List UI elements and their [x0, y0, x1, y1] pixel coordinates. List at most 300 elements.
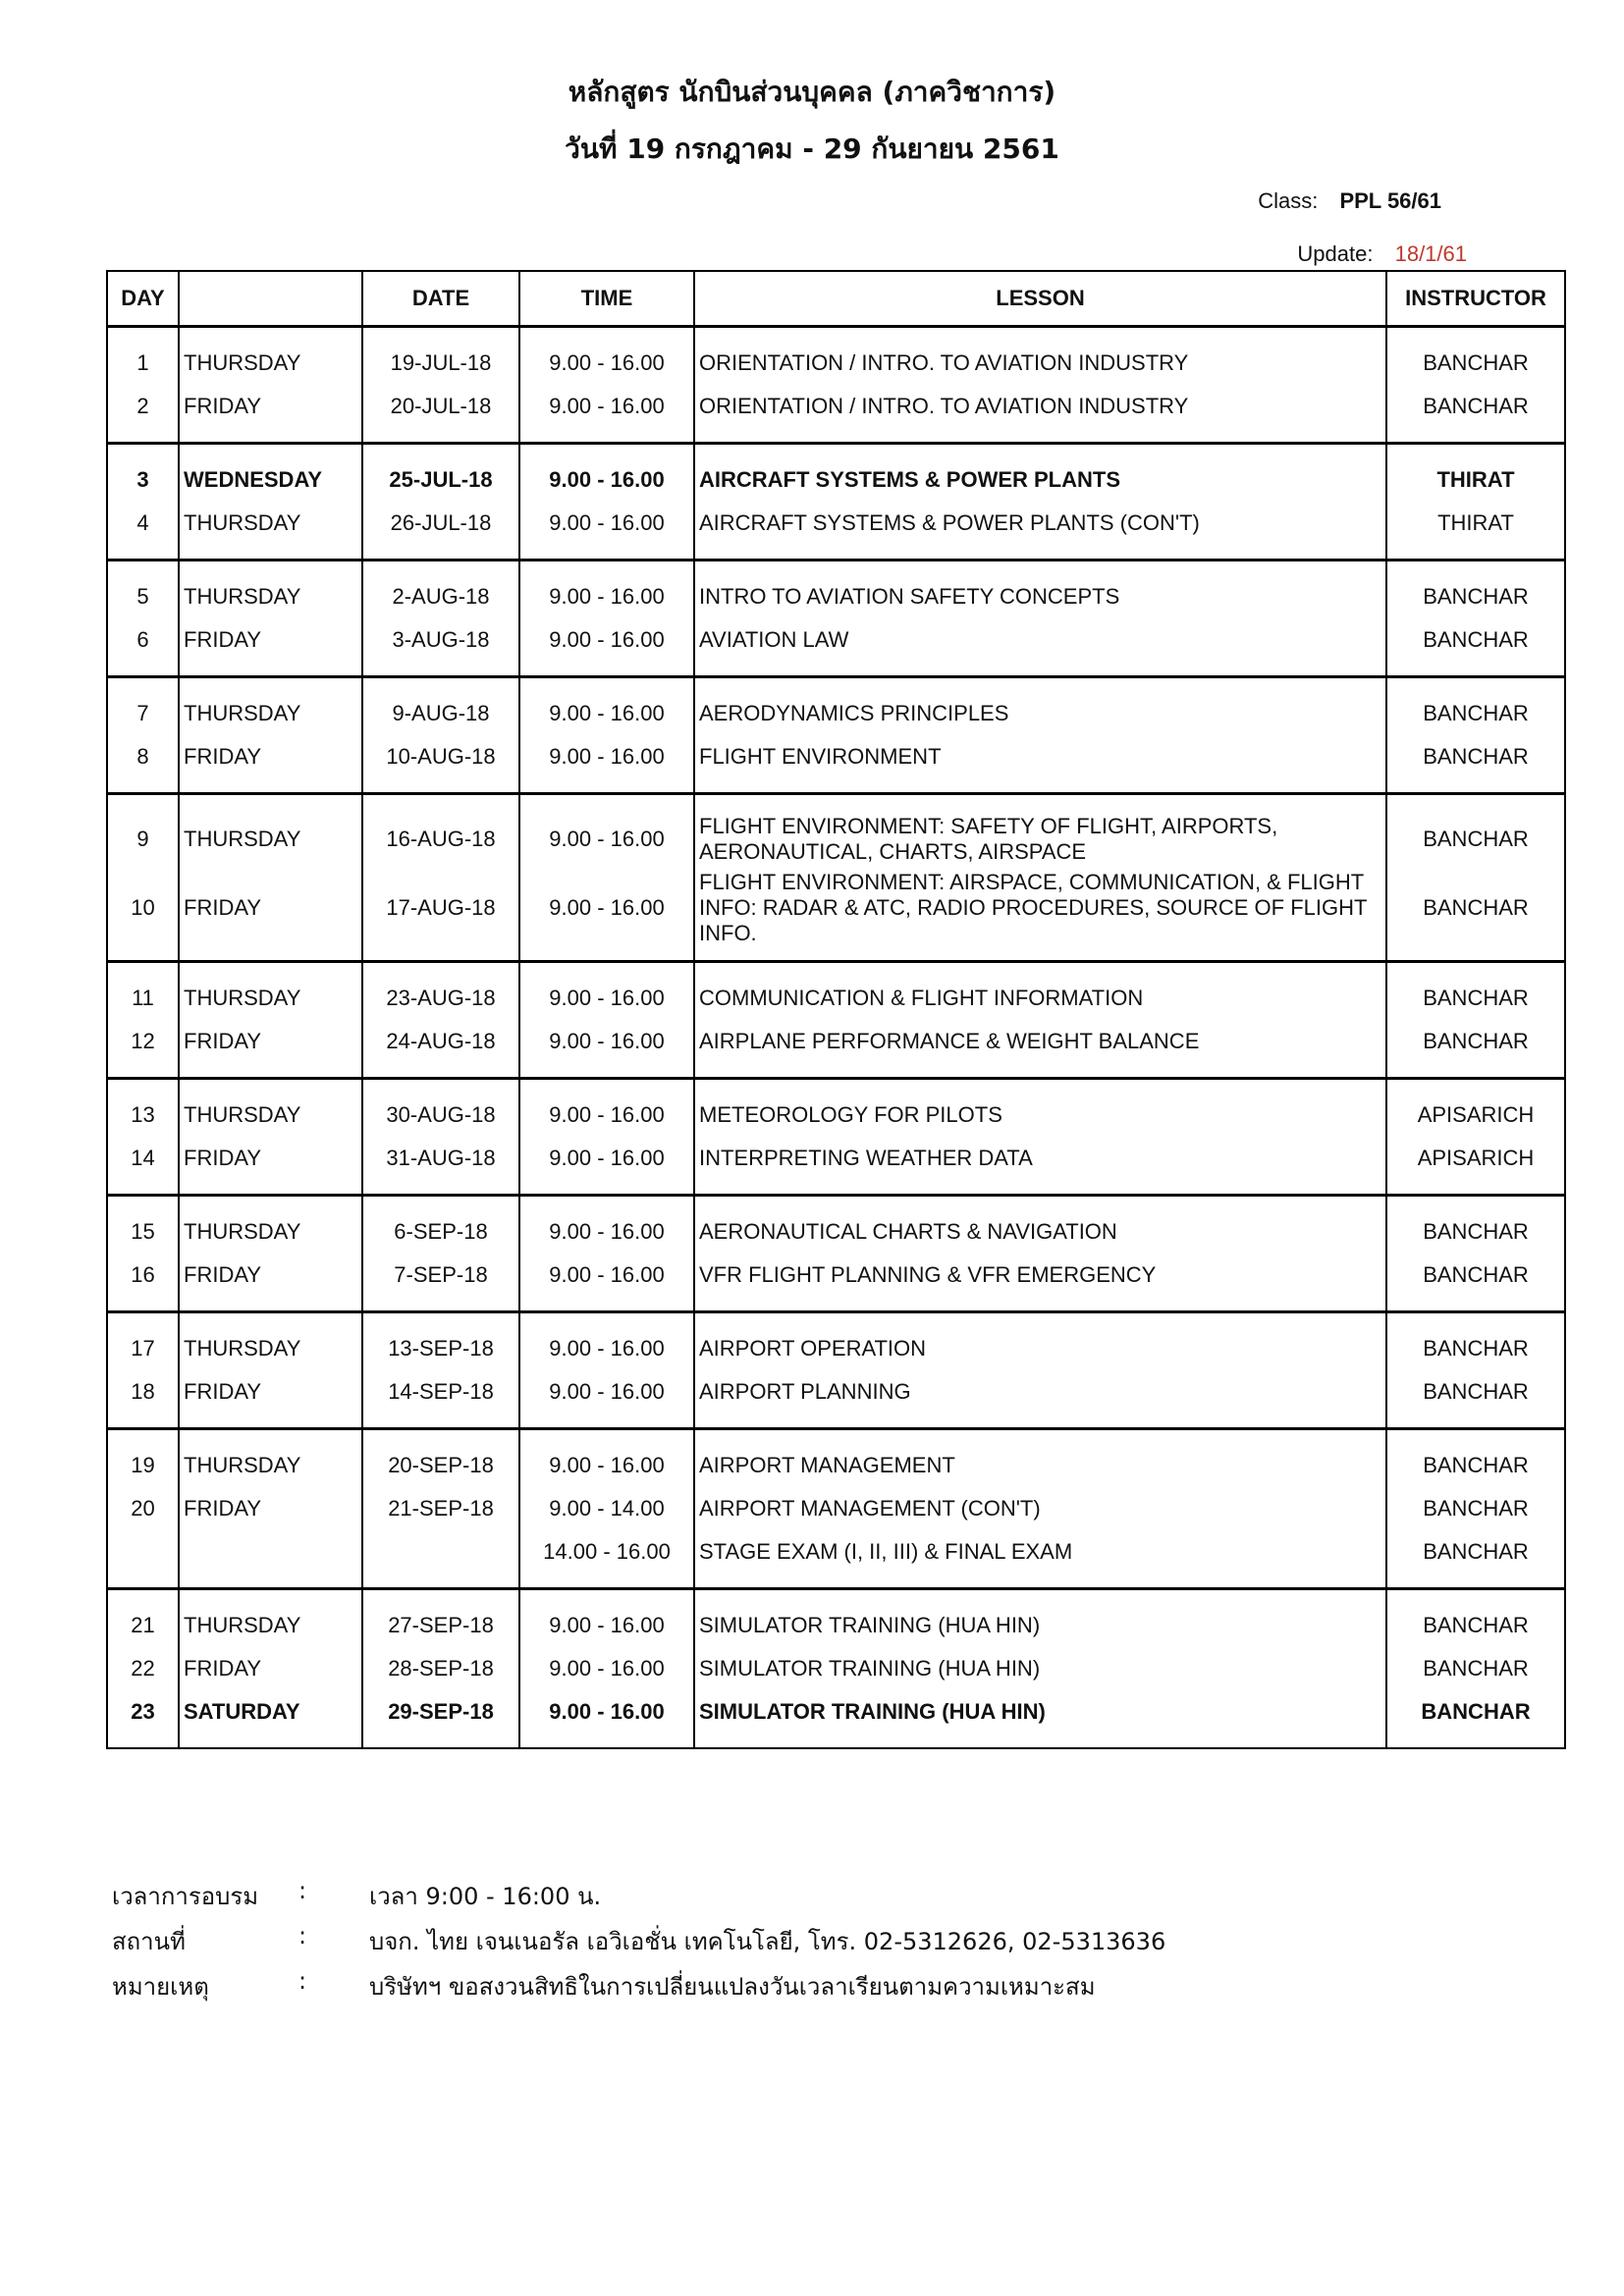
- row-weekday: FRIDAY: [179, 735, 362, 778]
- spacer-cell: [1386, 1429, 1565, 1445]
- spacer-cell: [694, 677, 1386, 693]
- spacer-cell: [179, 677, 362, 693]
- row-lesson: AIRPORT MANAGEMENT (CON'T): [694, 1487, 1386, 1530]
- row-date: 30-AUG-18: [362, 1094, 519, 1137]
- row-day-number: 11: [107, 977, 179, 1020]
- footer-key: สถานที่: [112, 1928, 186, 1955]
- column-header-day: DAY: [107, 271, 179, 327]
- row-lesson: AERODYNAMICS PRINCIPLES: [694, 692, 1386, 735]
- spacer-cell: [694, 1734, 1386, 1748]
- spacer-cell: [179, 962, 362, 978]
- spacer-cell: [519, 545, 694, 561]
- row-time: 9.00 - 16.00: [519, 735, 694, 778]
- row-day-number: 13: [107, 1094, 179, 1137]
- spacer-cell: [519, 1414, 694, 1429]
- table-row: [107, 735, 1565, 778]
- row-weekday: FRIDAY: [179, 1254, 362, 1297]
- spacer-cell: [107, 1589, 179, 1605]
- spacer-cell: [107, 962, 179, 978]
- week-group: [107, 1589, 1565, 1749]
- row-day-number: 4: [107, 502, 179, 545]
- footer-colon: :: [298, 1967, 307, 1995]
- group-spacer: [107, 946, 1565, 962]
- row-time: 9.00 - 16.00: [519, 1094, 694, 1137]
- spacer-cell: [362, 1574, 519, 1589]
- week-group: [107, 444, 1565, 561]
- spacer-cell: [1386, 444, 1565, 459]
- group-spacer: [107, 1574, 1565, 1589]
- spacer-cell: [362, 946, 519, 962]
- row-day-number: 22: [107, 1647, 179, 1690]
- spacer-cell: [107, 1429, 179, 1445]
- row-lesson: SIMULATOR TRAINING (HUA HIN): [694, 1647, 1386, 1690]
- row-lesson: AIRCRAFT SYSTEMS & POWER PLANTS: [694, 458, 1386, 502]
- group-spacer: [107, 444, 1565, 459]
- spacer-cell: [1386, 946, 1565, 962]
- spacer-cell: [362, 662, 519, 677]
- row-weekday: THURSDAY: [179, 1444, 362, 1487]
- group-spacer: [107, 1079, 1565, 1095]
- spacer-cell: [362, 561, 519, 576]
- spacer-cell: [107, 946, 179, 962]
- row-lesson: ORIENTATION / INTRO. TO AVIATION INDUSTRY: [694, 385, 1386, 428]
- spacer-cell: [1386, 677, 1565, 693]
- group-spacer: [107, 1196, 1565, 1211]
- week-group: [107, 1312, 1565, 1429]
- row-weekday: FRIDAY: [179, 870, 362, 946]
- spacer-cell: [519, 677, 694, 693]
- footer-colon: :: [298, 1922, 307, 1949]
- row-day-number: 23: [107, 1690, 179, 1734]
- spacer-cell: [107, 1079, 179, 1095]
- spacer-cell: [519, 1589, 694, 1605]
- row-date: 2-AUG-18: [362, 575, 519, 618]
- table-row: [107, 1690, 1565, 1734]
- group-spacer: [107, 1414, 1565, 1429]
- row-instructor: BANCHAR: [1386, 1530, 1565, 1574]
- spacer-cell: [362, 1429, 519, 1445]
- group-spacer: [107, 794, 1565, 810]
- group-spacer: [107, 1297, 1565, 1312]
- schedule-table: [106, 270, 1566, 1749]
- group-spacer: [107, 662, 1565, 677]
- row-lesson: SIMULATOR TRAINING (HUA HIN): [694, 1690, 1386, 1734]
- row-weekday: THURSDAY: [179, 502, 362, 545]
- row-date: 20-JUL-18: [362, 385, 519, 428]
- row-date: 7-SEP-18: [362, 1254, 519, 1297]
- spacer-cell: [179, 1063, 362, 1079]
- spacer-cell: [362, 428, 519, 444]
- spacer-cell: [107, 794, 179, 810]
- row-time: 9.00 - 14.00: [519, 1487, 694, 1530]
- table-row: [107, 342, 1565, 385]
- spacer-cell: [519, 1196, 694, 1211]
- spacer-cell: [362, 1180, 519, 1196]
- group-spacer: [107, 545, 1565, 561]
- spacer-cell: [107, 1063, 179, 1079]
- spacer-cell: [362, 1196, 519, 1211]
- spacer-cell: [519, 1312, 694, 1328]
- row-date: 16-AUG-18: [362, 809, 519, 870]
- spacer-cell: [107, 444, 179, 459]
- table-row: [107, 977, 1565, 1020]
- row-weekday: SATURDAY: [179, 1690, 362, 1734]
- spacer-cell: [362, 1414, 519, 1429]
- row-time: 9.00 - 16.00: [519, 1327, 694, 1370]
- spacer-cell: [519, 778, 694, 794]
- row-lesson: AIRPORT MANAGEMENT: [694, 1444, 1386, 1487]
- row-lesson: ORIENTATION / INTRO. TO AVIATION INDUSTRY: [694, 342, 1386, 385]
- spacer-cell: [694, 962, 1386, 978]
- row-instructor: THIRAT: [1386, 458, 1565, 502]
- row-day-number: 16: [107, 1254, 179, 1297]
- spacer-cell: [519, 662, 694, 677]
- spacer-cell: [107, 1574, 179, 1589]
- spacer-cell: [519, 428, 694, 444]
- column-header-time: TIME: [519, 271, 694, 327]
- row-weekday: THURSDAY: [179, 1327, 362, 1370]
- row-weekday: FRIDAY: [179, 1487, 362, 1530]
- row-date: 14-SEP-18: [362, 1370, 519, 1414]
- table-row: [107, 1647, 1565, 1690]
- row-instructor: BANCHAR: [1386, 1020, 1565, 1063]
- spacer-cell: [362, 794, 519, 810]
- column-header-date: DATE: [362, 271, 519, 327]
- row-day-number: [107, 1530, 179, 1574]
- row-weekday: THURSDAY: [179, 342, 362, 385]
- row-lesson: INTERPRETING WEATHER DATA: [694, 1137, 1386, 1180]
- spacer-cell: [694, 1312, 1386, 1328]
- row-instructor: APISARICH: [1386, 1094, 1565, 1137]
- row-lesson: FLIGHT ENVIRONMENT: [694, 735, 1386, 778]
- spacer-cell: [694, 1180, 1386, 1196]
- row-date: 21-SEP-18: [362, 1487, 519, 1530]
- spacer-cell: [694, 778, 1386, 794]
- spacer-cell: [1386, 327, 1565, 343]
- spacer-cell: [1386, 1589, 1565, 1605]
- group-spacer: [107, 327, 1565, 343]
- table-row: [107, 1327, 1565, 1370]
- table-row: [107, 1210, 1565, 1254]
- table-row: [107, 692, 1565, 735]
- row-instructor: BANCHAR: [1386, 692, 1565, 735]
- class-label: Class:: [1258, 188, 1319, 213]
- row-lesson: AIRPORT PLANNING: [694, 1370, 1386, 1414]
- row-time: 9.00 - 16.00: [519, 1647, 694, 1690]
- row-date: 9-AUG-18: [362, 692, 519, 735]
- spacer-cell: [694, 1589, 1386, 1605]
- spacer-cell: [179, 1079, 362, 1095]
- spacer-cell: [107, 677, 179, 693]
- spacer-cell: [362, 962, 519, 978]
- row-lesson: AERONAUTICAL CHARTS & NAVIGATION: [694, 1210, 1386, 1254]
- spacer-cell: [519, 794, 694, 810]
- spacer-cell: [362, 1734, 519, 1748]
- row-instructor: BANCHAR: [1386, 870, 1565, 946]
- row-instructor: THIRAT: [1386, 502, 1565, 545]
- row-date: 6-SEP-18: [362, 1210, 519, 1254]
- spacer-cell: [1386, 1180, 1565, 1196]
- table-row: [107, 1094, 1565, 1137]
- row-date: 20-SEP-18: [362, 1444, 519, 1487]
- spacer-cell: [179, 561, 362, 576]
- group-spacer: [107, 1063, 1565, 1079]
- row-weekday: THURSDAY: [179, 809, 362, 870]
- spacer-cell: [179, 1589, 362, 1605]
- spacer-cell: [694, 946, 1386, 962]
- row-weekday: THURSDAY: [179, 1210, 362, 1254]
- spacer-cell: [694, 428, 1386, 444]
- table-row: [107, 1370, 1565, 1414]
- row-date: 29-SEP-18: [362, 1690, 519, 1734]
- spacer-cell: [519, 1180, 694, 1196]
- spacer-cell: [362, 444, 519, 459]
- spacer-cell: [107, 1297, 179, 1312]
- spacer-cell: [1386, 561, 1565, 576]
- table-row: [107, 1137, 1565, 1180]
- row-day-number: 2: [107, 385, 179, 428]
- document-title: หลักสูตร นักบินส่วนบุคคล (ภาควิชาการ): [568, 76, 1056, 108]
- row-lesson: STAGE EXAM (I, II, III) & FINAL EXAM: [694, 1530, 1386, 1574]
- row-weekday: FRIDAY: [179, 1647, 362, 1690]
- row-date: 27-SEP-18: [362, 1604, 519, 1647]
- spacer-cell: [519, 444, 694, 459]
- spacer-cell: [107, 545, 179, 561]
- spacer-cell: [179, 1429, 362, 1445]
- row-lesson: AIRPORT OPERATION: [694, 1327, 1386, 1370]
- spacer-cell: [1386, 662, 1565, 677]
- spacer-cell: [179, 545, 362, 561]
- spacer-cell: [107, 327, 179, 343]
- row-date: 17-AUG-18: [362, 870, 519, 946]
- row-instructor: BANCHAR: [1386, 1690, 1565, 1734]
- row-time: 9.00 - 16.00: [519, 692, 694, 735]
- spacer-cell: [519, 1297, 694, 1312]
- row-time: 9.00 - 16.00: [519, 870, 694, 946]
- row-day-number: 21: [107, 1604, 179, 1647]
- class-info: [1258, 188, 1441, 214]
- row-weekday: THURSDAY: [179, 575, 362, 618]
- row-time: 14.00 - 16.00: [519, 1530, 694, 1574]
- row-instructor: BANCHAR: [1386, 735, 1565, 778]
- week-group: [107, 561, 1565, 677]
- spacer-cell: [107, 1312, 179, 1328]
- spacer-cell: [519, 1734, 694, 1748]
- row-time: 9.00 - 16.00: [519, 1210, 694, 1254]
- row-lesson: VFR FLIGHT PLANNING & VFR EMERGENCY: [694, 1254, 1386, 1297]
- spacer-cell: [362, 1297, 519, 1312]
- row-lesson: INTRO TO AVIATION SAFETY CONCEPTS: [694, 575, 1386, 618]
- spacer-cell: [694, 1196, 1386, 1211]
- row-instructor: BANCHAR: [1386, 385, 1565, 428]
- spacer-cell: [179, 946, 362, 962]
- group-spacer: [107, 561, 1565, 576]
- row-weekday: FRIDAY: [179, 385, 362, 428]
- row-day-number: 19: [107, 1444, 179, 1487]
- week-group: [107, 1196, 1565, 1312]
- spacer-cell: [362, 1063, 519, 1079]
- spacer-cell: [694, 1574, 1386, 1589]
- row-instructor: BANCHAR: [1386, 1254, 1565, 1297]
- table-row: [107, 385, 1565, 428]
- spacer-cell: [362, 1312, 519, 1328]
- row-day-number: 3: [107, 458, 179, 502]
- spacer-cell: [1386, 962, 1565, 978]
- row-date: 19-JUL-18: [362, 342, 519, 385]
- row-day-number: 8: [107, 735, 179, 778]
- spacer-cell: [519, 962, 694, 978]
- spacer-cell: [694, 1297, 1386, 1312]
- row-lesson: AVIATION LAW: [694, 618, 1386, 662]
- row-weekday: THURSDAY: [179, 1604, 362, 1647]
- spacer-cell: [1386, 1297, 1565, 1312]
- table-row: [107, 458, 1565, 502]
- update-label: Update:: [1297, 241, 1374, 266]
- spacer-cell: [1386, 1196, 1565, 1211]
- week-group: [107, 794, 1565, 962]
- spacer-cell: [179, 444, 362, 459]
- row-instructor: BANCHAR: [1386, 575, 1565, 618]
- spacer-cell: [1386, 1574, 1565, 1589]
- table-row: [107, 809, 1565, 870]
- table-header: [107, 271, 1565, 327]
- spacer-cell: [107, 778, 179, 794]
- row-instructor: BANCHAR: [1386, 618, 1565, 662]
- group-spacer: [107, 1180, 1565, 1196]
- spacer-cell: [179, 1196, 362, 1211]
- spacer-cell: [179, 428, 362, 444]
- row-day-number: 5: [107, 575, 179, 618]
- row-day-number: 1: [107, 342, 179, 385]
- header-row: [107, 271, 1565, 327]
- group-spacer: [107, 1312, 1565, 1328]
- row-day-number: 20: [107, 1487, 179, 1530]
- row-date: 23-AUG-18: [362, 977, 519, 1020]
- spacer-cell: [694, 662, 1386, 677]
- row-instructor: BANCHAR: [1386, 1210, 1565, 1254]
- spacer-cell: [694, 545, 1386, 561]
- spacer-cell: [1386, 794, 1565, 810]
- table-row: [107, 575, 1565, 618]
- row-instructor: APISARICH: [1386, 1137, 1565, 1180]
- row-weekday: FRIDAY: [179, 1137, 362, 1180]
- row-day-number: 6: [107, 618, 179, 662]
- spacer-cell: [179, 1297, 362, 1312]
- row-lesson: SIMULATOR TRAINING (HUA HIN): [694, 1604, 1386, 1647]
- spacer-cell: [694, 1079, 1386, 1095]
- row-lesson: AIRPLANE PERFORMANCE & WEIGHT BALANCE: [694, 1020, 1386, 1063]
- row-date: 24-AUG-18: [362, 1020, 519, 1063]
- footer-value: เวลา 9:00 - 16:00 น.: [369, 1883, 602, 1910]
- spacer-cell: [519, 1063, 694, 1079]
- row-weekday: FRIDAY: [179, 1370, 362, 1414]
- footer-key: หมายเหตุ: [112, 1973, 209, 2001]
- spacer-cell: [362, 545, 519, 561]
- row-time: 9.00 - 16.00: [519, 1604, 694, 1647]
- group-spacer: [107, 1429, 1565, 1445]
- week-group: [107, 327, 1565, 444]
- spacer-cell: [1386, 1312, 1565, 1328]
- table-row: [107, 1020, 1565, 1063]
- row-time: 9.00 - 16.00: [519, 1020, 694, 1063]
- spacer-cell: [179, 1180, 362, 1196]
- spacer-cell: [1386, 778, 1565, 794]
- row-weekday: WEDNESDAY: [179, 458, 362, 502]
- row-weekday: THURSDAY: [179, 977, 362, 1020]
- row-instructor: BANCHAR: [1386, 809, 1565, 870]
- table-row: [107, 1254, 1565, 1297]
- row-instructor: BANCHAR: [1386, 1647, 1565, 1690]
- row-day-number: 7: [107, 692, 179, 735]
- spacer-cell: [1386, 1414, 1565, 1429]
- row-time: 9.00 - 16.00: [519, 458, 694, 502]
- column-header-instructor: INSTRUCTOR: [1386, 271, 1565, 327]
- spacer-cell: [179, 778, 362, 794]
- spacer-cell: [1386, 1079, 1565, 1095]
- row-time: 9.00 - 16.00: [519, 1254, 694, 1297]
- spacer-cell: [179, 794, 362, 810]
- row-instructor: BANCHAR: [1386, 1327, 1565, 1370]
- update-value: 18/1/61: [1394, 241, 1467, 266]
- row-time: 9.00 - 16.00: [519, 1444, 694, 1487]
- row-lesson: FLIGHT ENVIRONMENT: SAFETY OF FLIGHT, AIRPORTS, AERONAUTICAL, CHARTS, AIRSPACE: [694, 809, 1386, 870]
- row-time: 9.00 - 16.00: [519, 575, 694, 618]
- spacer-cell: [694, 327, 1386, 343]
- row-date: 26-JUL-18: [362, 502, 519, 545]
- week-group: [107, 677, 1565, 794]
- row-time: 9.00 - 16.00: [519, 385, 694, 428]
- spacer-cell: [694, 444, 1386, 459]
- row-instructor: BANCHAR: [1386, 1604, 1565, 1647]
- row-day-number: 14: [107, 1137, 179, 1180]
- row-time: 9.00 - 16.00: [519, 1370, 694, 1414]
- group-spacer: [107, 1589, 1565, 1605]
- row-date: 3-AUG-18: [362, 618, 519, 662]
- row-time: 9.00 - 16.00: [519, 502, 694, 545]
- spacer-cell: [179, 1414, 362, 1429]
- row-lesson: COMMUNICATION & FLIGHT INFORMATION: [694, 977, 1386, 1020]
- spacer-cell: [107, 1734, 179, 1748]
- row-day-number: 15: [107, 1210, 179, 1254]
- footer-value: บริษัทฯ ขอสงวนสิทธิในการเปลี่ยนแปลงวันเวลาเรียนตามความเหมาะสม: [369, 1973, 1096, 2001]
- column-header-weekday: [179, 271, 362, 327]
- spacer-cell: [107, 1180, 179, 1196]
- row-day-number: 18: [107, 1370, 179, 1414]
- group-spacer: [107, 677, 1565, 693]
- row-time: 9.00 - 16.00: [519, 1690, 694, 1734]
- row-date: 10-AUG-18: [362, 735, 519, 778]
- row-time: 9.00 - 16.00: [519, 342, 694, 385]
- spacer-cell: [519, 1079, 694, 1095]
- spacer-cell: [362, 1079, 519, 1095]
- row-instructor: BANCHAR: [1386, 977, 1565, 1020]
- group-spacer: [107, 962, 1565, 978]
- row-weekday: [179, 1530, 362, 1574]
- spacer-cell: [107, 1414, 179, 1429]
- group-spacer: [107, 778, 1565, 794]
- footer-colon: :: [298, 1877, 307, 1904]
- spacer-cell: [519, 561, 694, 576]
- class-value: PPL 56/61: [1339, 188, 1441, 213]
- table-row: [107, 1604, 1565, 1647]
- spacer-cell: [362, 677, 519, 693]
- spacer-cell: [179, 1574, 362, 1589]
- spacer-cell: [1386, 545, 1565, 561]
- table-row: [107, 618, 1565, 662]
- spacer-cell: [1386, 1063, 1565, 1079]
- spacer-cell: [694, 794, 1386, 810]
- spacer-cell: [362, 327, 519, 343]
